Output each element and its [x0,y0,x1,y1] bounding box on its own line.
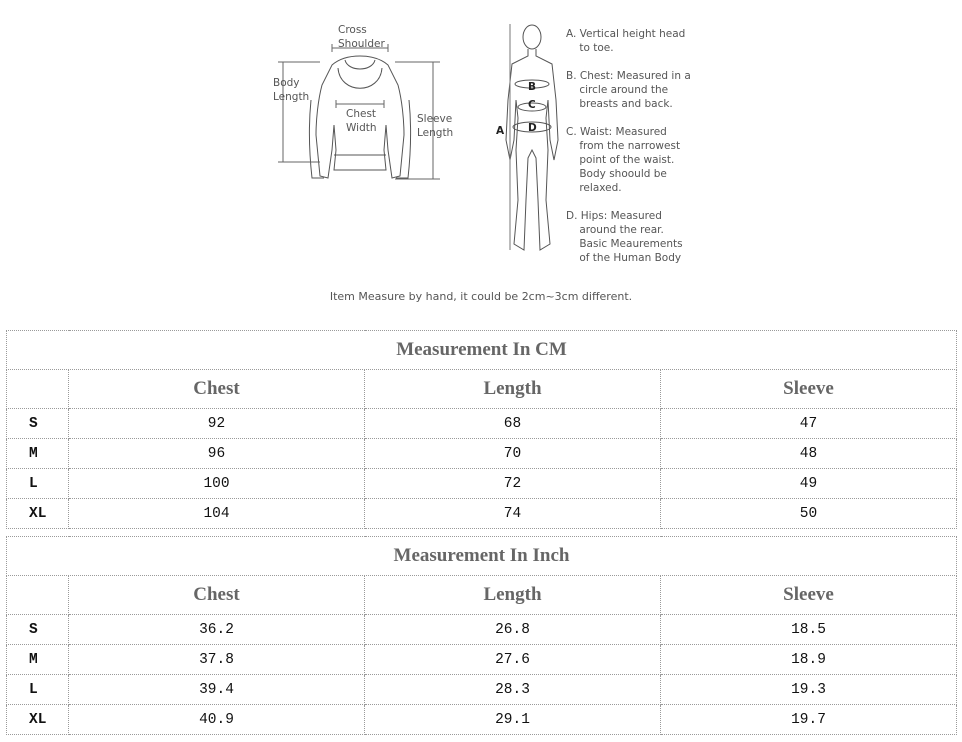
instruction-b: B. Chest: Measured in a circle around the breasts and back. [566,70,691,110]
instruction-c: C. Waist: Measured from the narrowest point of the waist. Body shoould be relaxed. [566,126,681,194]
length-cell: 70 [365,439,661,469]
sleeve-cell: 18.9 [661,645,957,675]
cm-header-chest: Chest [69,370,365,409]
table-row [7,705,957,735]
chest-cell: 40.9 [69,705,365,735]
cm-header-sleeve: Sleeve [661,370,957,409]
sleeve-cell: 48 [661,439,957,469]
size-cell: M [7,439,69,469]
inch-header-sleeve: Sleeve [661,576,957,615]
table-row [7,409,957,439]
table-row [7,645,957,675]
chest-cell: 96 [69,439,365,469]
sleeve-cell: 18.5 [661,615,957,645]
cm-header-length: Length [365,370,661,409]
cm-size-table [6,330,957,529]
size-cell: S [7,409,69,439]
length-cell: 26.8 [365,615,661,645]
length-cell: 72 [365,469,661,499]
cross-shoulder-label: Cross Shoulder [338,24,385,50]
instruction-a: A. Vertical height head to toe. [566,28,686,54]
instruction-d: D. Hips: Measured around the rear. Basic Meaurements of the Human Body [566,210,683,264]
sleeve-cell: 19.3 [661,675,957,705]
inch-header-length: Length [365,576,661,615]
marker-b: B [528,81,537,93]
size-cell: L [7,675,69,705]
table-row [7,499,957,529]
diagram-lines [0,0,962,320]
cm-header-blank [7,370,69,409]
inch-size-table [6,536,957,735]
length-cell: 27.6 [365,645,661,675]
size-cell: L [7,469,69,499]
measurement-diagrams [0,0,962,320]
chest-cell: 100 [69,469,365,499]
inch-table-title: Measurement In Inch [7,537,957,576]
chest-width-label: Chest Width [346,108,377,134]
sleeve-length-label: Sleeve Length [417,113,454,139]
size-cell: S [7,615,69,645]
table-row [7,469,957,499]
inch-header-blank [7,576,69,615]
size-cell: M [7,645,69,675]
chest-cell: 36.2 [69,615,365,645]
chest-cell: 92 [69,409,365,439]
table-row [7,675,957,705]
table-row [7,615,957,645]
inch-header-row [7,576,957,615]
length-cell: 28.3 [365,675,661,705]
chest-cell: 37.8 [69,645,365,675]
chest-cell: 104 [69,499,365,529]
length-cell: 29.1 [365,705,661,735]
inch-header-chest: Chest [69,576,365,615]
table-row [7,439,957,469]
length-cell: 68 [365,409,661,439]
measurement-note: Item Measure by hand, it could be 2cm~3cm different. [329,290,633,303]
sleeve-cell: 19.7 [661,705,957,735]
body-length-label: Body Length [273,77,310,103]
marker-d: D [528,122,537,134]
body-silhouette [506,25,558,250]
cm-header-row [7,370,957,409]
cm-table-title: Measurement In CM [7,331,957,370]
marker-a: A [496,125,505,137]
sleeve-cell: 49 [661,469,957,499]
marker-c: C [528,99,536,111]
sleeve-cell: 47 [661,409,957,439]
sleeve-cell: 50 [661,499,957,529]
chest-cell: 39.4 [69,675,365,705]
size-cell: XL [7,705,69,735]
length-cell: 74 [365,499,661,529]
size-cell: XL [7,499,69,529]
